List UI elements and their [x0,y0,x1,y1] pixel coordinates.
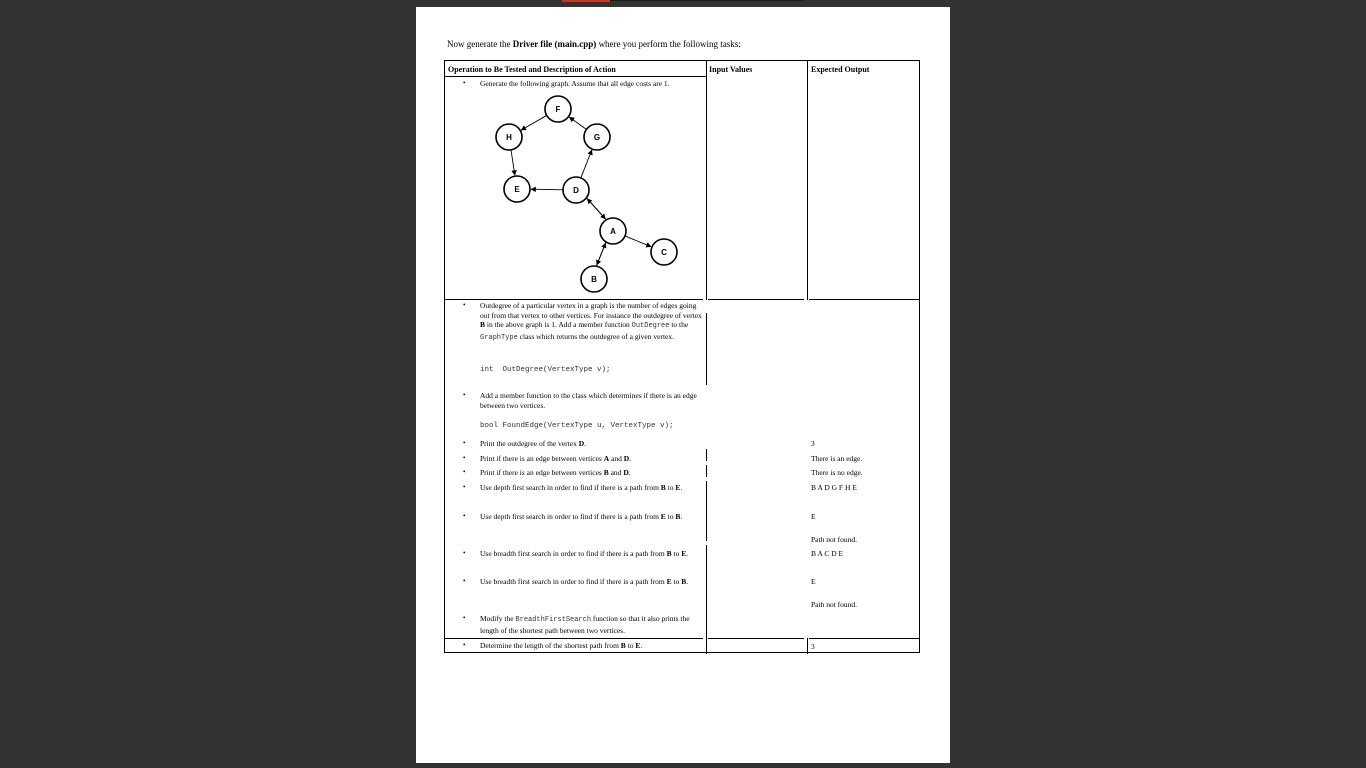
vertex-label: D [578,439,585,448]
vertex-label: B [620,641,626,650]
header-input-values: Input Values [709,65,753,74]
header-operation: Operation to Be Tested and Description of Action [448,65,616,74]
task-bfs-e-b [480,577,705,587]
outdegree-description [480,301,702,343]
intro-prefix: Now generate the [447,39,513,49]
graph-node-label: B [591,275,597,284]
column-divider [706,509,707,541]
vertex-label: E [666,577,672,586]
graph-node-label: H [506,133,512,142]
task-text: to [625,641,636,650]
task-text: Use breadth first search in order to find if there is a path from [480,577,667,586]
graph-node-label: F [555,105,561,114]
bullet: • [463,454,466,462]
task-text: to [665,512,676,521]
foundedge-signature: bool FoundEdge(VertexType u, VertexType v); [480,422,674,430]
output-shortest-path: 3 [811,642,815,651]
task-text: Print the outdegree of the vertex [480,439,579,448]
intro-file-name: Driver file (main.cpp) [512,39,597,49]
vertex-label: B [660,483,666,492]
column-divider [706,609,707,639]
column-divider [706,61,707,300]
intro-suffix: where you perform the following tasks: [596,39,741,49]
output-dfs-e-b-visited: E [811,512,816,521]
task-text: . [686,577,689,586]
task-text: . [628,468,631,477]
task-text: to [671,549,682,558]
task-text: . [680,483,683,492]
task-shortest-path [480,641,702,651]
vertex-label: D [623,468,629,477]
task-text: Modify the [480,614,516,623]
vertex-label: A [603,454,610,463]
graph-node-label: C [661,248,667,257]
bullet: • [463,391,466,399]
column-divider [706,638,707,654]
bullet: • [463,577,466,585]
task-modify-bfs [480,614,702,635]
outdegree-text-4: class which returns the outdegree of a given vertex. [517,331,675,341]
vertex-label: B [666,549,672,558]
row-rule [809,638,919,639]
row-rule [708,299,804,300]
header-expected-output: Expected Output [811,65,870,74]
task-text: function so that it also prints the length of the shortest path between two vertices. [480,614,690,635]
toolbar-accent [562,0,610,2]
task-text: . [584,439,587,448]
task-text: Use breadth first search in order to find if there is a path from [480,549,667,558]
bullet: • [463,439,466,447]
document-page [416,7,950,763]
row-rule [445,299,703,300]
task-text: and [608,468,624,477]
toolbar-strip [610,0,804,1]
graph-edge-b-a [596,243,605,266]
vertex-label: B [480,320,486,329]
task-text: and [609,454,624,463]
graph-edge-a-c [625,236,651,247]
graph-edge-a-d [587,199,606,220]
task-dfs-e-b [480,512,705,522]
output-dfs-e-b-result: Path not found. [811,535,858,544]
task-bfs-b-e [480,549,705,559]
outdegree-text-3: to the [669,320,689,329]
output-edge-a-d: There is an edge. [811,454,863,463]
vertex-label: E [681,549,687,558]
column-divider [807,638,808,654]
output-dfs-b-e: B A D G F H E [811,483,857,492]
row-rule [445,638,703,639]
vertex-label: B [681,577,687,586]
column-divider [706,465,707,477]
vertex-label: B [675,512,681,521]
task-text: Use depth first search in order to find if there is a path from [480,483,661,492]
task-text: Determine the length of the shortest path from [480,641,621,650]
bullet: • [463,301,466,309]
task-print-outdegree [480,439,702,449]
task-text: to [665,483,676,492]
output-bfs-e-b-visited: E [811,577,816,586]
outdegree-signature: int OutDegree(VertexType v); [480,366,611,374]
column-divider [706,573,707,609]
bullet: • [463,614,466,622]
output-edge-b-d: There is no edge. [811,468,863,477]
code-term: GraphType [480,333,518,342]
graph-node-label: G [593,133,601,142]
task-text: to [671,577,682,586]
outdegree-text-2: in the above graph is 1. Add a member function [485,320,632,329]
column-divider [706,449,707,461]
bullet: • [463,468,466,476]
vertex-label: D [623,454,630,463]
graph-edge-f-h [521,115,547,130]
vertex-label: E [675,483,681,492]
graph-edge-g-f [569,117,586,129]
graph-edge-d-e [531,189,563,190]
graph-node-label: D [573,186,579,195]
output-outdegree: 3 [811,439,815,448]
task-text: . [680,512,683,521]
task-table [444,60,920,653]
graph-node-label: E [514,185,520,194]
bullet: • [463,483,466,491]
output-bfs-b-e: B A C D E [811,549,844,558]
vertex-label: E [660,512,666,521]
bullet: • [463,549,466,557]
row-rule [708,638,804,639]
task-text: . [640,641,643,650]
task-edge-a-d [480,454,702,464]
graph-edge-d-g [581,150,592,178]
code-term: BreadthFirstSearch [515,616,592,624]
bullet: • [463,641,466,649]
graph-task-text: Generate the following graph. Assume that all edge costs are 1. [480,79,670,88]
bullet: • [463,79,466,87]
graph-node-label: A [610,227,616,236]
row-rule [809,299,919,300]
vertex-label: B [603,468,609,477]
task-text: Print if there is an edge between vertices [480,468,604,477]
task-text: . [629,454,632,463]
graph-edge-h-e [511,150,515,175]
bullet: • [463,512,466,520]
column-divider [706,313,707,385]
output-bfs-e-b-result: Path not found. [811,600,858,609]
intro-text [447,39,741,49]
task-text: Use depth first search in order to find if there is a path from [480,512,661,521]
code-term: OutDegree [631,322,670,330]
graph-figure [445,61,706,299]
outdegree-text-1: Outdegree of a particular vertex in a graph is the number of edges going out from that vertex to other vertices. For instance the outdegree of vertex [480,301,702,320]
task-text: Print if there is an edge between vertices [480,454,604,463]
task-edge-b-d [480,468,702,478]
column-divider [807,61,808,300]
task-dfs-b-e [480,483,705,493]
vertex-label: E [635,641,641,650]
foundedge-description: Add a member function to the class which determines if there is an edge between two vertices. [480,391,697,410]
task-text: . [686,549,689,558]
